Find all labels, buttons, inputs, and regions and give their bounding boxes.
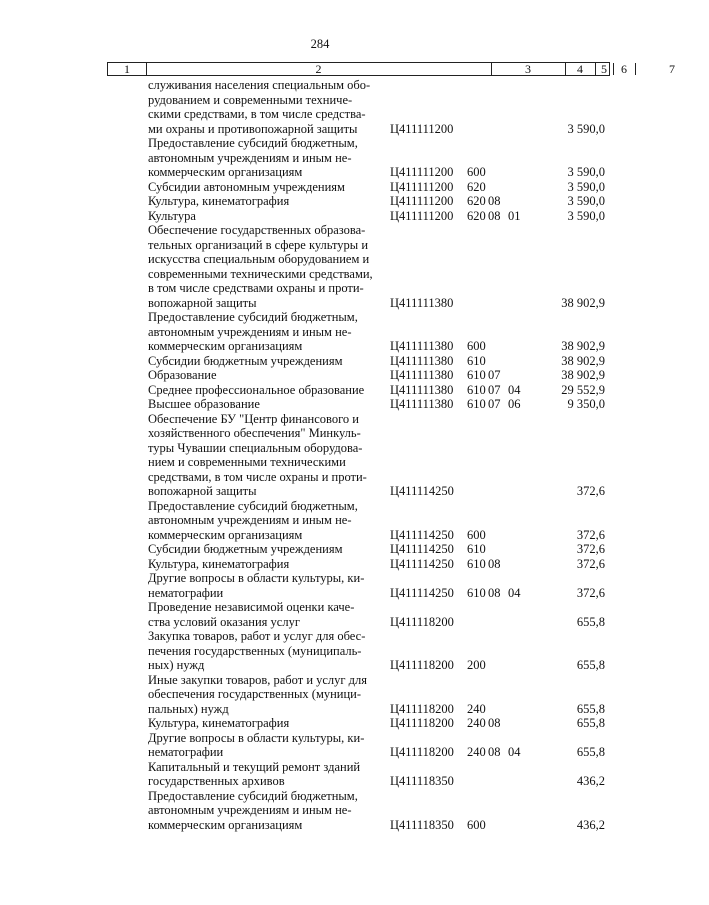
row-amount: 38 902,9 <box>561 339 605 353</box>
row-amount: 436,2 <box>576 774 605 788</box>
description-line: Капитальный и текущий ремонт зданий <box>148 759 361 774</box>
table-row <box>0 412 640 499</box>
row-description <box>148 499 385 543</box>
row-col-5: 08 <box>488 194 501 208</box>
row-col-4: 610 <box>467 542 486 556</box>
description-line: Образование <box>148 368 217 382</box>
row-amount: 655,8 <box>576 658 605 672</box>
row-code: Ц411118350 <box>390 817 454 832</box>
row-col-5: 08 <box>488 585 501 600</box>
row-amount: 3 590,0 <box>567 179 605 194</box>
row-code: Ц411114250 <box>390 556 454 571</box>
row-description <box>148 760 385 789</box>
description-line: ства условий оказания услуг <box>148 614 300 629</box>
header-col-5: 5 <box>595 63 614 75</box>
row-code: Ц411118200 <box>390 716 454 730</box>
row-description <box>148 673 385 717</box>
description-line: Субсидии бюджетным учреждениям <box>148 542 343 556</box>
row-col-6: 04 <box>508 745 521 759</box>
row-description <box>148 78 385 136</box>
row-code: Ц411111380 <box>390 397 454 411</box>
table-row <box>0 310 640 354</box>
row-amount: 655,8 <box>576 701 605 716</box>
row-col-5: 07 <box>488 368 501 382</box>
description-line: Среднее профессиональное образование <box>148 382 365 397</box>
row-description <box>148 412 385 499</box>
description-line: искусства специальным оборудованием и <box>148 252 370 266</box>
row-description <box>148 354 385 369</box>
description-line: Предоставление субсидий бюджетным, <box>148 788 358 803</box>
row-amount: 372,6 <box>576 527 605 542</box>
row-description <box>148 571 385 600</box>
description-line: туры Чувашии специальным оборудова- <box>148 440 363 455</box>
description-line: Культура <box>148 208 196 223</box>
description-line: коммерческим организациям <box>148 165 303 179</box>
row-col-4: 620 <box>467 194 486 208</box>
row-amount: 436,2 <box>576 817 605 832</box>
row-description <box>148 397 385 412</box>
description-line: автономным учреждениям и иным не- <box>148 324 352 339</box>
row-code: Ц411114250 <box>390 585 454 600</box>
row-amount: 372,6 <box>576 542 605 556</box>
table-row <box>0 354 640 369</box>
description-line: нематографии <box>148 745 224 759</box>
row-col-5: 07 <box>488 382 501 397</box>
row-col-4: 620 <box>467 179 486 194</box>
row-code: Ц411111380 <box>390 339 454 353</box>
table-row <box>0 78 640 136</box>
row-col-4: 610 <box>467 585 486 600</box>
description-line: служивания населения специальным обо- <box>148 78 371 92</box>
table-row <box>0 716 640 731</box>
row-col-4: 600 <box>467 527 486 542</box>
description-line: Субсидии бюджетным учреждениям <box>148 353 343 368</box>
row-amount: 3 590,0 <box>567 165 605 179</box>
table-header <box>107 62 675 76</box>
row-description <box>148 310 385 354</box>
row-description <box>148 368 385 383</box>
description-line: пальных) нужд <box>148 701 229 716</box>
description-line: современными техническими средствами, <box>148 266 373 281</box>
description-line: Обеспечение БУ "Центр финансового и <box>148 411 359 426</box>
row-col-5: 08 <box>488 745 501 759</box>
row-description <box>148 180 385 195</box>
row-col-4: 610 <box>467 368 486 382</box>
row-col-4: 600 <box>467 817 486 832</box>
row-code: Ц411111380 <box>390 382 454 397</box>
row-amount: 655,8 <box>576 614 605 629</box>
description-line: Проведение независимой оценки каче- <box>148 600 355 614</box>
row-col-4: 200 <box>467 658 486 672</box>
row-code: Ц411111380 <box>390 295 454 310</box>
table-row <box>0 542 640 557</box>
row-description <box>148 223 385 310</box>
row-col-5: 07 <box>488 397 501 411</box>
row-col-4: 240 <box>467 745 486 759</box>
description-line: автономным учреждениям и иным не- <box>148 513 352 527</box>
row-code: Ц411114250 <box>390 542 454 556</box>
description-line: обеспечения государственных (муници- <box>148 687 362 701</box>
row-amount: 655,8 <box>576 745 605 759</box>
row-col-4: 610 <box>467 382 486 397</box>
row-amount: 38 902,9 <box>561 368 605 382</box>
row-code: Ц411118350 <box>390 774 454 788</box>
description-line: Закупка товаров, работ и услуг для обес- <box>148 629 366 643</box>
row-amount: 655,8 <box>576 716 605 730</box>
row-amount: 3 590,0 <box>567 208 605 223</box>
table-row <box>0 571 640 600</box>
table-row <box>0 136 640 180</box>
description-line: государственных архивов <box>148 774 285 788</box>
header-col-2: 2 <box>146 63 492 75</box>
description-line: Другие вопросы в области культуры, ки- <box>148 571 365 585</box>
header-col-3: 3 <box>491 63 566 75</box>
row-amount: 372,6 <box>576 585 605 600</box>
description-line: скими средствами, в том числе средства- <box>148 107 366 121</box>
row-amount: 3 590,0 <box>567 194 605 208</box>
description-line: нематографии <box>148 585 224 600</box>
description-line: автономным учреждениям и иным не- <box>148 803 352 817</box>
row-col-6: 01 <box>508 208 521 223</box>
description-line: нием и современными техническими <box>148 455 346 469</box>
table-row <box>0 629 640 673</box>
description-line: рудованием и современными техниче- <box>148 92 353 107</box>
row-amount: 372,6 <box>576 556 605 571</box>
row-code: Ц411111200 <box>390 165 454 179</box>
table-row <box>0 194 640 209</box>
description-line: Предоставление субсидий бюджетным, <box>148 310 358 324</box>
row-code: Ц411118200 <box>390 745 454 759</box>
row-code: Ц411111380 <box>390 368 454 382</box>
header-col-6: 6 <box>613 63 636 75</box>
description-line: ми охраны и противопожарной защиты <box>148 121 358 136</box>
description-line: Культура, кинематография <box>148 194 290 208</box>
table-row <box>0 760 640 789</box>
table-row <box>0 180 640 195</box>
table-row <box>0 673 640 717</box>
header-col-7: 7 <box>669 62 675 76</box>
row-description <box>148 136 385 180</box>
description-line: вопожарной защиты <box>148 484 257 498</box>
description-line: средствами, в том числе охраны и проти- <box>148 469 367 484</box>
table-row <box>0 368 640 383</box>
row-description <box>148 731 385 760</box>
table-row <box>0 600 640 629</box>
description-line: коммерческим организациям <box>148 339 303 353</box>
row-amount: 372,6 <box>576 484 605 498</box>
row-amount: 9 350,0 <box>567 397 605 411</box>
row-description <box>148 789 385 833</box>
row-code: Ц411118200 <box>390 701 454 716</box>
row-description <box>148 542 385 557</box>
row-amount: 3 590,0 <box>567 121 605 136</box>
description-line: Другие вопросы в области культуры, ки- <box>148 730 365 745</box>
row-col-4: 600 <box>467 165 486 179</box>
table-row <box>0 731 640 760</box>
row-description <box>148 209 385 224</box>
description-line: хозяйственного обеспечения" Минкуль- <box>148 426 361 440</box>
row-code: Ц411111200 <box>390 208 454 223</box>
row-col-6: 06 <box>508 397 521 411</box>
row-code: Ц411111200 <box>390 179 454 194</box>
description-line: Культура, кинематография <box>148 556 290 571</box>
row-code: Ц411111200 <box>390 121 454 136</box>
description-line: Предоставление субсидий бюджетным, <box>148 498 358 513</box>
description-line: Высшее образование <box>148 397 260 411</box>
table-row <box>0 209 640 224</box>
description-line: в том числе средствами охраны и проти- <box>148 281 364 295</box>
row-code: Ц411118200 <box>390 658 454 672</box>
row-code: Ц411114250 <box>390 527 454 542</box>
description-line: вопожарной защиты <box>148 295 257 310</box>
description-line: печения государственных (муниципаль- <box>148 643 362 658</box>
row-description <box>148 383 385 398</box>
row-col-4: 610 <box>467 556 486 571</box>
description-line: автономным учреждениям и иным не- <box>148 150 352 165</box>
table-row <box>0 499 640 543</box>
table-row <box>0 383 640 398</box>
row-col-4: 610 <box>467 353 486 368</box>
row-col-6: 04 <box>508 382 521 397</box>
description-line: Иные закупки товаров, работ и услуг для <box>148 672 368 687</box>
description-line: коммерческим организациям <box>148 817 303 832</box>
table-row <box>0 789 640 833</box>
row-code: Ц411114250 <box>390 484 454 498</box>
description-line: Культура, кинематография <box>148 716 290 730</box>
row-description <box>148 194 385 209</box>
row-amount: 38 902,9 <box>561 295 605 310</box>
row-col-6: 04 <box>508 585 521 600</box>
table-row <box>0 223 640 310</box>
row-col-4: 610 <box>467 397 486 411</box>
row-code: Ц411111200 <box>390 194 454 208</box>
row-description <box>148 557 385 572</box>
description-line: Обеспечение государственных образова- <box>148 223 366 237</box>
row-code: Ц411118200 <box>390 614 454 629</box>
table-body <box>0 78 640 832</box>
row-col-4: 620 <box>467 208 486 223</box>
page-number: 284 <box>310 37 330 51</box>
description-line: тельных организаций в сфере культуры и <box>148 237 369 252</box>
row-col-5: 08 <box>488 716 501 730</box>
row-col-4: 240 <box>467 701 486 716</box>
row-description <box>148 629 385 673</box>
header-col-1: 1 <box>108 63 147 75</box>
table-row <box>0 557 640 572</box>
row-amount: 29 552,9 <box>561 382 605 397</box>
description-line: коммерческим организациям <box>148 527 303 542</box>
row-col-5: 08 <box>488 556 501 571</box>
row-description <box>148 716 385 731</box>
row-col-5: 08 <box>488 208 501 223</box>
header-col-4: 4 <box>565 63 596 75</box>
row-amount: 38 902,9 <box>561 353 605 368</box>
row-code: Ц411111380 <box>390 353 454 368</box>
description-line: Предоставление субсидий бюджетным, <box>148 136 358 150</box>
row-description <box>148 600 385 629</box>
row-col-4: 240 <box>467 716 486 730</box>
description-line: ных) нужд <box>148 658 205 672</box>
table-row <box>0 397 640 412</box>
description-line: Субсидии автономным учреждениям <box>148 179 345 194</box>
row-col-4: 600 <box>467 339 486 353</box>
